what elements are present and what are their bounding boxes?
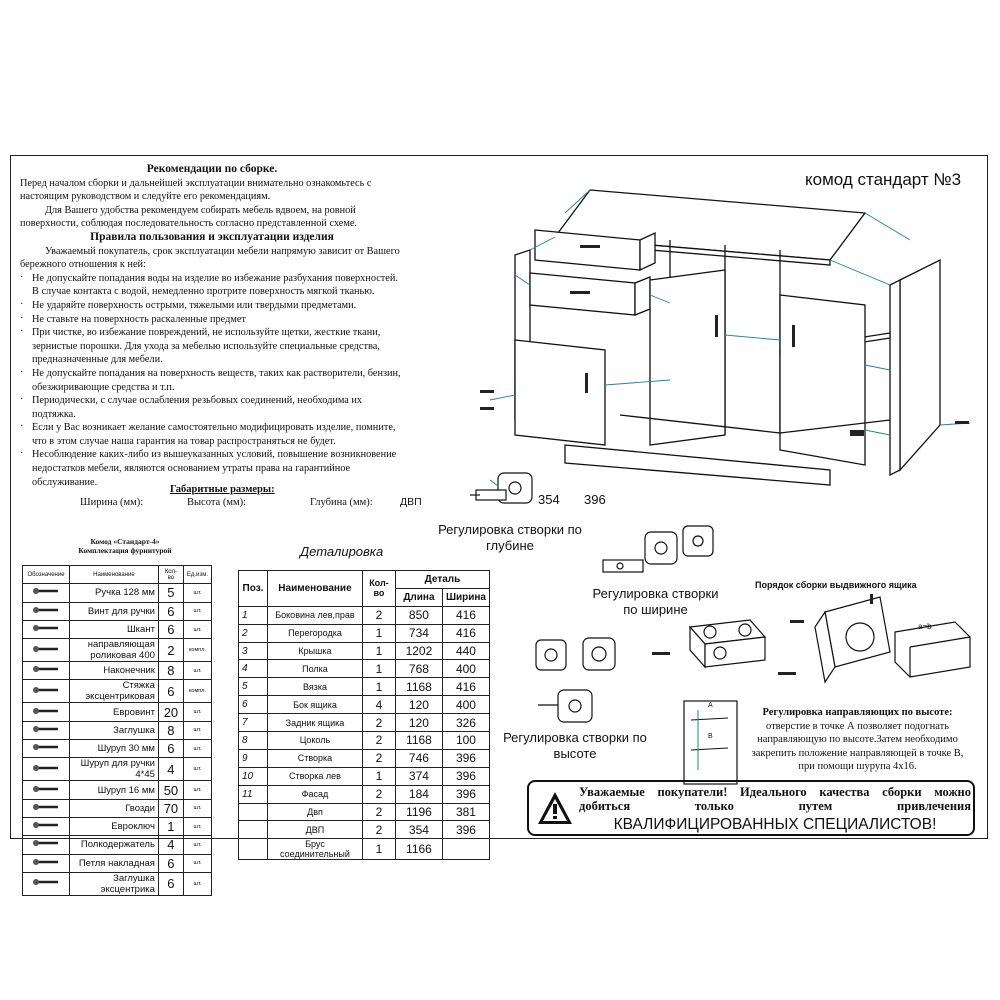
table-row [239, 803, 490, 821]
recommendations-paragraph: Для Вашего удобства рекомендуем собирать мебель вдвоем, на ровной поверхности, соблюдая последовательность согласно представленной схеме. [20, 204, 358, 230]
adjust-depth-caption: Регулировка створки по глубине [438, 522, 582, 553]
screw-icon [23, 758, 70, 781]
hardware-table [22, 565, 212, 896]
table-row [239, 606, 490, 624]
guides-text: отверстие в точке А позволяет подогнать направляющую по высоте.Затем необходимо закрепить положение направляющей в точке В, при помощи шурупа 4х16. [751, 720, 964, 772]
detail-length: 374 [395, 767, 442, 785]
hardware-qty: 8 [158, 721, 183, 739]
detail-qty: 1 [362, 678, 395, 696]
recommendations-section [20, 163, 404, 489]
hardware-unit: шт. [183, 740, 211, 758]
warning-box [527, 780, 975, 836]
detail-width: 416 [442, 606, 489, 624]
hardware-unit: шт. [183, 758, 211, 781]
column-header: Деталь [395, 571, 489, 589]
hardware-name: Петля накладная [70, 854, 159, 872]
detail-length: 850 [395, 606, 442, 624]
cam-cap-icon [23, 872, 70, 895]
column-header: Обозначение [23, 566, 70, 584]
detail-qty: 2 [362, 821, 395, 839]
detail-length: 746 [395, 749, 442, 767]
hardware-name: Полкодержатель [70, 836, 159, 854]
hinge-icon [528, 630, 638, 730]
guides-heading: Регулировка направляющих по высоте: [762, 707, 953, 718]
screw-icon [23, 740, 70, 758]
detail-name: Вязка [268, 678, 363, 696]
detail-name: Крышка [268, 642, 363, 660]
detail-length: 120 [395, 696, 442, 714]
dvp-label: ДВП [400, 496, 422, 508]
detail-qty: 2 [362, 749, 395, 767]
table-row [239, 732, 490, 750]
hinge-icon [595, 520, 725, 590]
hardware-unit: шт. [183, 703, 211, 721]
detail-pos: 1 [239, 606, 268, 624]
table-row [239, 749, 490, 767]
detail-name: Боковина лев,прав [268, 606, 363, 624]
depth-label: Глубина (мм): [310, 497, 373, 508]
detail-name: Фасад [268, 785, 363, 803]
column-header: Ед.изм. [183, 566, 211, 584]
hardware-name: Наконечник [70, 662, 159, 680]
rules-heading: Правила пользования и эксплуатации изделия [90, 230, 334, 243]
hardware-unit: шт. [183, 662, 211, 680]
hardware-name: Заглушка [70, 721, 159, 739]
hardware-qty: 6 [158, 872, 183, 895]
detail-length: 1202 [395, 642, 442, 660]
detail-width: 400 [442, 696, 489, 714]
detail-pos: 3 [239, 642, 268, 660]
table-row [23, 872, 212, 895]
detail-pos: 8 [239, 732, 268, 750]
table-row [23, 799, 212, 817]
hardware-title-line: Комплектация фурнитурой [78, 546, 172, 555]
hardware-unit: шт. [183, 602, 211, 620]
detail-name: Створка лев [268, 767, 363, 785]
detail-qty: 2 [362, 803, 395, 821]
hardware-qty: 4 [158, 758, 183, 781]
detail-name: Брус соединительный [268, 839, 363, 860]
details-title: Деталировка [300, 544, 384, 559]
guides-section [745, 706, 970, 774]
hardware-unit: шт. [183, 817, 211, 835]
table-row [239, 785, 490, 803]
detail-qty: 2 [362, 732, 395, 750]
hardware-name: Шуруп для ручки 4*45 [70, 758, 159, 781]
hardware-name: Шуруп 16 мм [70, 781, 159, 799]
table-row [239, 839, 490, 860]
drawer-order-heading: Порядок сборки выдвижного ящика [755, 580, 917, 590]
hardware-qty: 6 [158, 740, 183, 758]
detail-width: 400 [442, 660, 489, 678]
point-a-label: A [708, 702, 713, 709]
detail-qty: 1 [362, 642, 395, 660]
column-header: Кол-во [362, 571, 395, 607]
width-label: Ширина (мм): [80, 497, 144, 508]
rules-bullet: · Если у Вас возникает желание самостоятельно модифицировать изделие, помните, что в этом случае наша гарантия на товар распространяться не будет. [20, 421, 404, 448]
hardware-name: Гвозди [70, 799, 159, 817]
detail-name: Двп [268, 803, 363, 821]
detail-width: 381 [442, 803, 489, 821]
detail-width: 396 [442, 785, 489, 803]
page-title: комод стандарт №3 [805, 170, 962, 189]
table-row [23, 721, 212, 739]
rules-bullet: · Периодически, с случае ослабления резьбовых соединений, необходима их подтяжка. [20, 394, 404, 421]
warning-line1: Уважаемые покупатели! Идеального качества сборки можно добиться только путем привлечения [579, 785, 971, 813]
drawer-assembly-drawing [650, 592, 985, 700]
detail-qty: 1 [362, 839, 395, 860]
table-row [23, 854, 212, 872]
detail-width: 100 [442, 732, 489, 750]
hardware-name: Шкант [70, 620, 159, 638]
detail-pos: 5 [239, 678, 268, 696]
detail-length: 768 [395, 660, 442, 678]
detail-pos: 10 [239, 767, 268, 785]
detail-width: 396 [442, 749, 489, 767]
table-row [23, 602, 212, 620]
rules-bullet: · Не допускайте попадания воды на изделие во избежание разбухания поверхностей. В случае контакта с водой, немедленно протрите поверхность мягкой тканью. [20, 272, 404, 299]
rules-bullet: · Не допускайте попадания на поверхность веществ, таких как растворители, бензин, обезжиривающие средства и т.п. [20, 367, 404, 394]
table-row [23, 703, 212, 721]
table-row [239, 624, 490, 642]
screw-icon [23, 602, 70, 620]
table-row [23, 817, 212, 835]
dvp-size-a: 354 [538, 492, 560, 507]
adjust-height-caption: Регулировка створки по высоте [503, 730, 647, 761]
detail-width: 440 [442, 642, 489, 660]
detail-name: Створка [268, 749, 363, 767]
guide-rail-drawing [683, 700, 738, 785]
detail-length: 354 [395, 821, 442, 839]
detail-pos [239, 821, 268, 839]
rules-bullet: · При чистке, во избежание повреждений, не используйте щетки, жесткие ткани, зернистые порошки. Для ухода за мебелью используйте специальные средства, предназначенные для мебели. [20, 326, 404, 367]
nail-icon [23, 799, 70, 817]
hardware-unit: шт. [183, 854, 211, 872]
column-header: Наименование [268, 571, 363, 607]
detail-pos: 9 [239, 749, 268, 767]
rules-bullet: · Не ударяйте поверхность острыми, тяжелыми или твердыми предметами. [20, 299, 404, 313]
hardware-qty: 6 [158, 680, 183, 703]
hardware-unit: шт. [183, 781, 211, 799]
table-row [23, 758, 212, 781]
detail-qty: 1 [362, 660, 395, 678]
shelf-support-icon [23, 836, 70, 854]
detail-qty: 1 [362, 624, 395, 642]
table-row [23, 620, 212, 638]
detail-qty: 4 [362, 696, 395, 714]
hardware-title [20, 537, 230, 555]
detail-pos [239, 839, 268, 860]
column-header: Поз. [239, 571, 268, 607]
table-row [239, 660, 490, 678]
hardware-name: Евровинт [70, 703, 159, 721]
hardware-name: Винт для ручки [70, 602, 159, 620]
hinge-icon [23, 854, 70, 872]
detail-qty: 1 [362, 767, 395, 785]
rules-bullet: · Не ставьте на поверхность раскаленные предмет [20, 313, 404, 327]
column-header: Ширина [442, 588, 489, 606]
point-b-label: B [708, 733, 713, 740]
hardware-title-line: Комод «Стандарт-4» [90, 537, 160, 546]
hardware-qty: 4 [158, 836, 183, 854]
hardware-name: Стяжка эксцентриковая [70, 680, 159, 703]
hardware-unit: компл. [183, 680, 211, 703]
table-row [23, 781, 212, 799]
recommendations-heading: Рекомендации по сборке. [146, 163, 278, 175]
hardware-qty: 20 [158, 703, 183, 721]
recommendations-paragraph: Перед началом сборки и дальнейшей эксплуатации внимательно ознакомьтесь с настоящим руководством и следуйте его рекомендациям. [20, 177, 372, 203]
hardware-unit: шт. [183, 872, 211, 895]
detail-qty: 2 [362, 606, 395, 624]
detail-width: 396 [442, 821, 489, 839]
detail-name: Цоколь [268, 732, 363, 750]
detail-width: 396 [442, 767, 489, 785]
screw-icon [23, 781, 70, 799]
cam-tie-icon [23, 680, 70, 703]
rules-bullet: · Несоблюдение каких-либо из вышеуказанных условий, повышение возникновение недостатков мебели, являются основанием утраты права на гарантийное обслуживание. [20, 448, 404, 489]
hardware-qty: 70 [158, 799, 183, 817]
detail-width: 416 [442, 624, 489, 642]
detail-qty: 2 [362, 714, 395, 732]
hardware-unit: шт. [183, 584, 211, 602]
detail-pos [239, 803, 268, 821]
hardware-name: Заглушка эксцентрика [70, 872, 159, 895]
hardware-name: Шуруп 30 мм [70, 740, 159, 758]
hardware-qty: 50 [158, 781, 183, 799]
height-label: Высота (мм): [187, 497, 247, 508]
detail-name: ДВП [268, 821, 363, 839]
details-table [238, 570, 490, 860]
detail-qty: 2 [362, 785, 395, 803]
hex-key-icon [23, 817, 70, 835]
euroscrew-icon [23, 703, 70, 721]
foot-icon [23, 662, 70, 680]
detail-name: Полка [268, 660, 363, 678]
table-row [23, 662, 212, 680]
detail-length: 1166 [395, 839, 442, 860]
column-header: Наименование [70, 566, 159, 584]
table-row [23, 584, 212, 602]
detail-length: 1196 [395, 803, 442, 821]
table-row [23, 740, 212, 758]
hardware-unit: шт. [183, 836, 211, 854]
column-header: Длина [395, 588, 442, 606]
hardware-qty: 6 [158, 602, 183, 620]
detail-length: 1168 [395, 732, 442, 750]
detail-pos: 11 [239, 785, 268, 803]
table-row [239, 821, 490, 839]
warning-icon [536, 790, 574, 826]
table-row [239, 696, 490, 714]
hardware-unit: шт. [183, 721, 211, 739]
detail-length: 184 [395, 785, 442, 803]
hardware-name: направляющая роликовая 400 [70, 639, 159, 662]
ab-label: a=b [918, 622, 932, 631]
hardware-unit: компл. [183, 639, 211, 662]
hinge-icon [468, 468, 540, 520]
detail-name: Перегородка [268, 624, 363, 642]
dowel-icon [23, 620, 70, 638]
cap-icon [23, 721, 70, 739]
hardware-name: Евроключ [70, 817, 159, 835]
rules-intro: Уважаемый покупатель, срок эксплуатации мебели напрямую зависит от Вашего бережного отношения к ней: [20, 245, 400, 271]
detail-pos: 6 [239, 696, 268, 714]
hardware-qty: 1 [158, 817, 183, 835]
detail-pos: 4 [239, 660, 268, 678]
hardware-name: Ручка 128 мм [70, 584, 159, 602]
dimensions-heading: Габаритные размеры: [170, 484, 275, 495]
detail-pos: 2 [239, 624, 268, 642]
hardware-qty: 6 [158, 620, 183, 638]
detail-pos: 7 [239, 714, 268, 732]
hardware-qty: 2 [158, 639, 183, 662]
table-row [239, 767, 490, 785]
hardware-qty: 8 [158, 662, 183, 680]
table-row [239, 714, 490, 732]
cabinet-exploded-drawing [470, 185, 980, 490]
hardware-unit: шт. [183, 620, 211, 638]
table-row [23, 680, 212, 703]
table-row [239, 678, 490, 696]
adjust-width-caption: Регулировка створки по ширине [592, 586, 719, 617]
dvp-size-b: 396 [584, 492, 606, 507]
detail-width: 326 [442, 714, 489, 732]
detail-length: 120 [395, 714, 442, 732]
detail-name: Задник ящика [268, 714, 363, 732]
handle-icon [23, 584, 70, 602]
warning-line2: КВАЛИФИЦИРОВАННЫХ СПЕЦИАЛИСТОВ! [613, 816, 937, 833]
detail-name: Бок ящика [268, 696, 363, 714]
column-header: Кол-во [158, 566, 183, 584]
hardware-unit: шт. [183, 799, 211, 817]
hardware-qty: 5 [158, 584, 183, 602]
table-row [239, 642, 490, 660]
table-row [23, 639, 212, 662]
table-row [23, 836, 212, 854]
hardware-qty: 6 [158, 854, 183, 872]
detail-length: 1168 [395, 678, 442, 696]
detail-width: 416 [442, 678, 489, 696]
roller-guide-icon [23, 639, 70, 662]
detail-length: 734 [395, 624, 442, 642]
detail-width [442, 839, 489, 860]
